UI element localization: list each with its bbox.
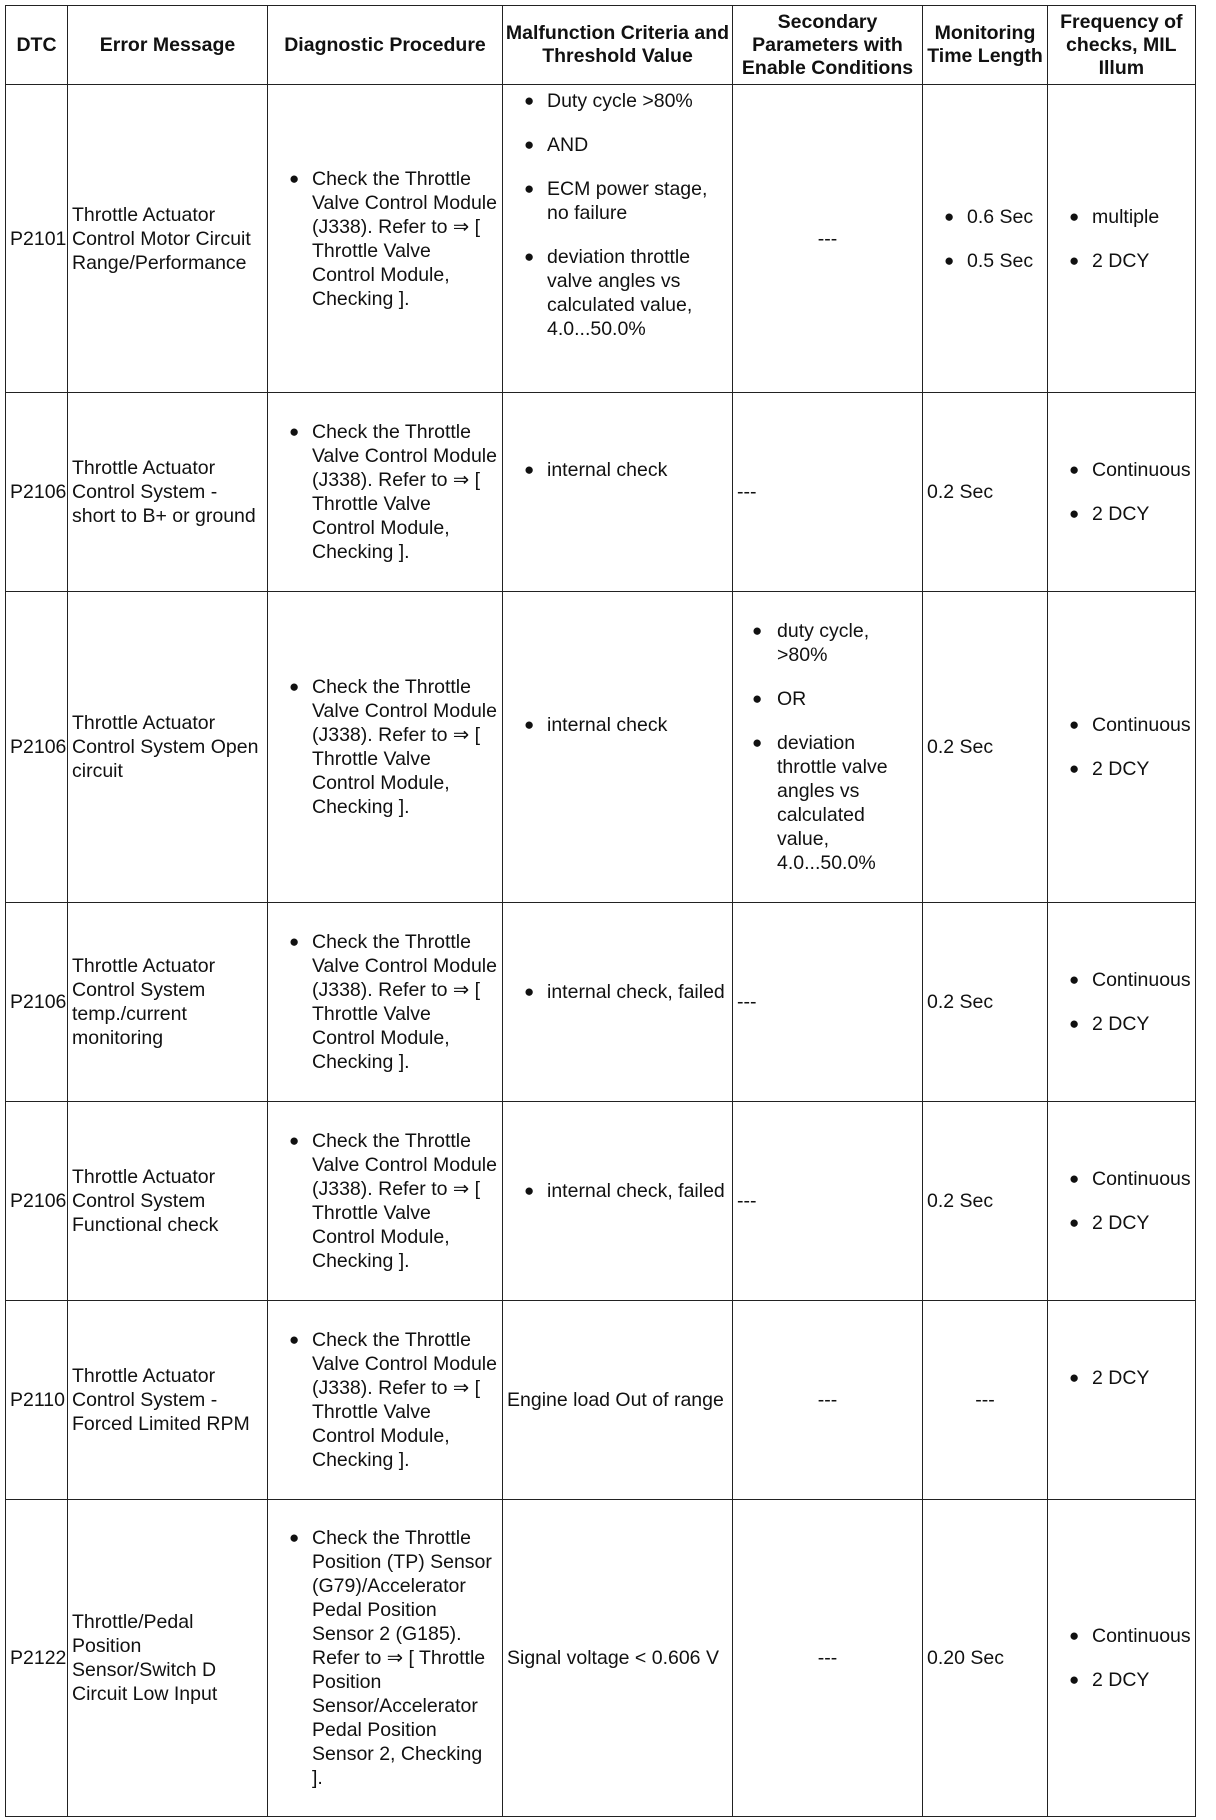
dtc-code: P2101 [6, 85, 68, 393]
malfunction-criteria: Engine load Out of range [503, 1301, 733, 1500]
secondary-parameters: --- [733, 1102, 923, 1301]
monitoring-time: --- [923, 1301, 1048, 1500]
parameter-item: ● OR [737, 687, 918, 711]
table-row [6, 393, 1196, 592]
time-item: ● 0.5 Sec [927, 249, 1043, 273]
frequency-item: ● multiple [1052, 205, 1191, 229]
diagnostic-step: ● Check the Throttle Valve Control Module (J338). Refer to ⇒ [ Throttle Valve Control Module, Checking ]. [272, 1129, 498, 1273]
criteria-item: ● ECM power stage, no failure [507, 177, 728, 225]
dtc-code: P2122 [6, 1500, 68, 1817]
frequency-item: ● Continuous [1052, 1167, 1191, 1191]
header-secondary-parameters: Secondary Parameters with Enable Conditions [733, 6, 923, 85]
frequency [1048, 1301, 1196, 1500]
header-row [6, 6, 1196, 85]
diagnostic-step: ● Check the Throttle Valve Control Module (J338). Refer to ⇒ [ Throttle Valve Control Module, Checking ]. [272, 930, 498, 1074]
dtc-code: P2106 [6, 393, 68, 592]
criteria-item: ● internal check, failed [507, 1179, 728, 1203]
malfunction-criteria [503, 1102, 733, 1301]
frequency-item: ● 2 DCY [1052, 249, 1191, 273]
secondary-parameters: --- [733, 1301, 923, 1500]
dtc-code: P2106 [6, 592, 68, 903]
frequency-item: ● Continuous [1052, 458, 1191, 482]
diagnostic-step: ● Check the Throttle Valve Control Module (J338). Refer to ⇒ [ Throttle Valve Control Module, Checking ]. [272, 675, 498, 819]
frequency-item: ● 2 DCY [1052, 1211, 1191, 1235]
secondary-parameters: --- [733, 85, 923, 393]
malfunction-criteria [503, 85, 733, 393]
criteria-item: ● internal check [507, 713, 728, 737]
error-message: Throttle Actuator Control System - Forced Limited RPM [68, 1301, 268, 1500]
table-row [6, 1102, 1196, 1301]
error-message: Throttle/Pedal Position Sensor/Switch D Circuit Low Input [68, 1500, 268, 1817]
frequency [1048, 592, 1196, 903]
frequency-item: ● Continuous [1052, 713, 1191, 737]
malfunction-criteria: Signal voltage < 0.606 V [503, 1500, 733, 1817]
malfunction-criteria [503, 903, 733, 1102]
diagnostic-procedure [268, 85, 503, 393]
diagnostic-step: ● Check the Throttle Position (TP) Sensor (G79)/Accelerator Pedal Position Sensor 2 (G185). Refer to ⇒ [ Throttle Position Sensor/Accelerator Pedal Position Sensor 2, Checking ]. [272, 1526, 498, 1790]
header-monitoring-time: Monitoring Time Length [923, 6, 1048, 85]
error-message: Throttle Actuator Control System - short to B+ or ground [68, 393, 268, 592]
diagnostic-procedure [268, 903, 503, 1102]
error-message: Throttle Actuator Control System Functional check [68, 1102, 268, 1301]
error-message: Throttle Actuator Control Motor Circuit Range/Performance [68, 85, 268, 393]
error-message: Throttle Actuator Control System Open circuit [68, 592, 268, 903]
monitoring-time: 0.2 Sec [923, 903, 1048, 1102]
time-item: ● 0.6 Sec [927, 205, 1043, 229]
diagnostic-step: ● Check the Throttle Valve Control Module (J338). Refer to ⇒ [ Throttle Valve Control Module, Checking ]. [272, 167, 498, 311]
header-error-message: Error Message [68, 6, 268, 85]
parameter-item: ● deviation throttle valve angles vs calculated value, 4.0...50.0% [737, 731, 918, 875]
frequency [1048, 1102, 1196, 1301]
header-frequency: Frequency of checks, MIL Illum [1048, 6, 1196, 85]
error-message: Throttle Actuator Control System temp./current monitoring [68, 903, 268, 1102]
frequency [1048, 85, 1196, 393]
frequency-item: ● 2 DCY [1052, 1012, 1191, 1036]
diagnostic-procedure [268, 393, 503, 592]
dtc-table-container [5, 5, 1196, 1817]
criteria-item: ● internal check [507, 458, 728, 482]
monitoring-time: 0.20 Sec [923, 1500, 1048, 1817]
frequency-item: ● 2 DCY [1052, 1366, 1191, 1390]
criteria-item: ● internal check, failed [507, 980, 728, 1004]
diagnostic-procedure [268, 1102, 503, 1301]
header-malfunction-criteria: Malfunction Criteria and Threshold Value [503, 6, 733, 85]
dtc-code: P2110 [6, 1301, 68, 1500]
header-diagnostic-procedure: Diagnostic Procedure [268, 6, 503, 85]
frequency-item: ● 2 DCY [1052, 502, 1191, 526]
diagnostic-step: ● Check the Throttle Valve Control Module (J338). Refer to ⇒ [ Throttle Valve Control Module, Checking ]. [272, 1328, 498, 1472]
dtc-code: P2106 [6, 1102, 68, 1301]
table-row [6, 1500, 1196, 1817]
table-row [6, 1301, 1196, 1500]
table-row [6, 903, 1196, 1102]
malfunction-criteria [503, 592, 733, 903]
frequency [1048, 1500, 1196, 1817]
dtc-table [5, 5, 1196, 1817]
monitoring-time [923, 85, 1048, 393]
header-dtc: DTC [6, 6, 68, 85]
secondary-parameters: --- [733, 903, 923, 1102]
monitoring-time: 0.2 Sec [923, 1102, 1048, 1301]
frequency-item: ● Continuous [1052, 968, 1191, 992]
dtc-code: P2106 [6, 903, 68, 1102]
frequency-item: ● Continuous [1052, 1624, 1191, 1648]
frequency [1048, 393, 1196, 592]
table-row [6, 592, 1196, 903]
monitoring-time: 0.2 Sec [923, 592, 1048, 903]
diagnostic-procedure [268, 1500, 503, 1817]
frequency-item: ● 2 DCY [1052, 757, 1191, 781]
parameter-item: ● duty cycle, >80% [737, 619, 918, 667]
criteria-item: ● AND [507, 133, 728, 157]
diagnostic-procedure [268, 1301, 503, 1500]
diagnostic-procedure [268, 592, 503, 903]
secondary-parameters: --- [733, 393, 923, 592]
malfunction-criteria [503, 393, 733, 592]
diagnostic-step: ● Check the Throttle Valve Control Module (J338). Refer to ⇒ [ Throttle Valve Control Module, Checking ]. [272, 420, 498, 564]
frequency-item: ● 2 DCY [1052, 1668, 1191, 1692]
criteria-item: ● deviation throttle valve angles vs calculated value, 4.0...50.0% [507, 245, 728, 341]
criteria-item: ● Duty cycle >80% [507, 89, 728, 113]
secondary-parameters [733, 592, 923, 903]
table-row [6, 85, 1196, 393]
secondary-parameters: --- [733, 1500, 923, 1817]
frequency [1048, 903, 1196, 1102]
monitoring-time: 0.2 Sec [923, 393, 1048, 592]
